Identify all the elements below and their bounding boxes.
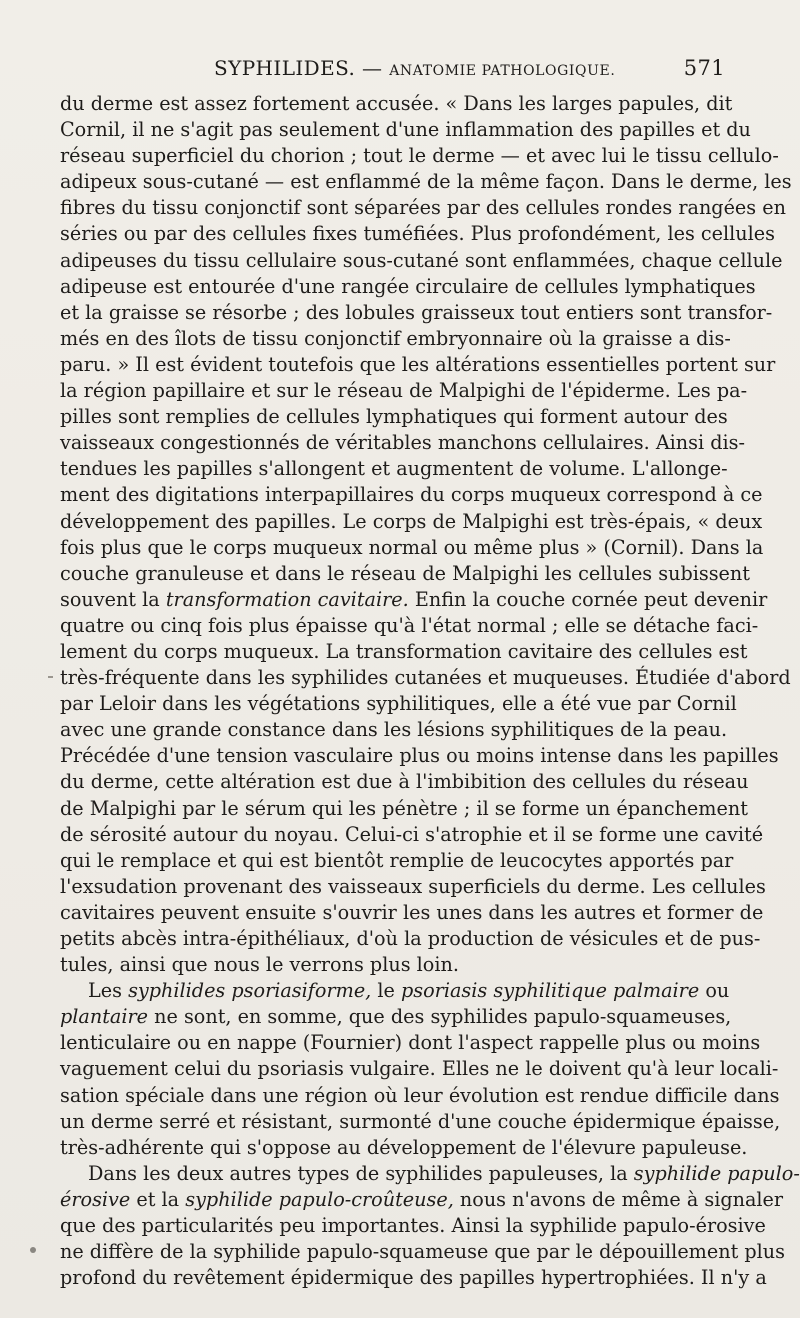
text-line: fois plus que le corps muqueux normal ou même plus » (Cornil). Dans la bbox=[60, 535, 764, 559]
text-line: lement du corps muqueux. La transformation cavitaire des cellules est bbox=[60, 639, 748, 663]
text-line bbox=[60, 587, 768, 613]
text-segment: Les bbox=[88, 979, 122, 1003]
header-title: SYPHILIDES. bbox=[214, 56, 356, 80]
text-segment: nous n'avons de même à signaler bbox=[459, 1187, 784, 1211]
text-line: très-fréquente dans les syphilides cutanées et muqueuses. Étudiée d'abord bbox=[60, 666, 791, 690]
paper-dot bbox=[30, 1247, 36, 1253]
text-segment: ou bbox=[705, 979, 730, 1003]
text-line: séries ou par des cellules fixes tuméfiées. Plus profondément, les cellules bbox=[60, 222, 775, 246]
page-number: 571 bbox=[683, 56, 725, 80]
text-line: l'exsudation provenant des vaisseaux superficiels du derme. Les cellules bbox=[60, 874, 766, 898]
italic-term: érosive bbox=[60, 1187, 131, 1211]
text-line: vaisseaux congestionnés de véritables manchons cellulaires. Ainsi dis- bbox=[60, 431, 745, 455]
italic-term: syphilide papulo-croûteuse, bbox=[185, 1187, 454, 1211]
running-header bbox=[60, 56, 725, 86]
text-segment: le bbox=[377, 979, 395, 1003]
text-line: adipeuse est entourée d'une rangée circulaire de cellules lymphatiques bbox=[60, 274, 756, 298]
text-line bbox=[60, 1161, 800, 1187]
text-line: lenticulaire ou en nappe (Fournier) dont l'aspect rappelle plus ou moins bbox=[60, 1031, 761, 1055]
text-line: par Leloir dans les végétations syphilitiques, elle a été vue par Cornil bbox=[60, 692, 737, 716]
italic-term: transformation cavitaire. bbox=[165, 587, 409, 611]
header-dash: — bbox=[362, 56, 383, 80]
text-line: cavitaires peuvent ensuite s'ouvrir les unes dans les autres et former de bbox=[60, 900, 764, 924]
text-segment: ne sont, en somme, que des syphilides papulo-squameuses, bbox=[154, 1005, 732, 1029]
text-line: vaguement celui du psoriasis vulgaire. Elles ne le doivent qu'à leur locali- bbox=[60, 1057, 779, 1081]
text-line: tendues les papilles s'allongent et augmentent de volume. L'allonge- bbox=[60, 457, 728, 481]
header-subtitle: ANATOMIE PATHOLOGIQUE. bbox=[389, 63, 616, 79]
text-line: la région papillaire et sur le réseau de Malpighi de l'épiderme. Les pa- bbox=[60, 379, 748, 403]
text-line: paru. » Il est évident toutefois que les altérations essentielles portent sur bbox=[60, 352, 776, 376]
text-line: petits abcès intra-épithéliaux, d'où la production de vésicules et de pus- bbox=[60, 927, 761, 950]
text-line: un derme serré et résistant, surmonté d'une couche épidermique épaisse, bbox=[60, 1109, 781, 1133]
text-line: quatre ou cinq fois plus épaisse qu'à l'état normal ; elle se détache faci- bbox=[60, 613, 759, 637]
text-line: du derme est assez fortement accusée. « Dans les larges papules, dit bbox=[60, 92, 733, 115]
text-line: très-adhérente qui s'oppose au développement de l'élevure papuleuse. bbox=[60, 1135, 748, 1159]
text-segment: Dans les deux autres types de syphilides papuleuses, la bbox=[88, 1161, 628, 1185]
italic-term: syphilide papulo- bbox=[633, 1161, 800, 1185]
text-line: couche granuleuse et dans le réseau de Malpighi les cellules subissent bbox=[60, 561, 750, 585]
text-line: réseau superficiel du chorion ; tout le derme — et avec lui le tissu cellulo- bbox=[60, 144, 779, 168]
text-line: et la graisse se résorbe ; des lobules graisseux tout entiers sont transfor- bbox=[60, 300, 773, 324]
text-line bbox=[60, 1004, 732, 1030]
text-line: avec une grande constance dans les lésions syphilitiques de la peau. bbox=[60, 718, 728, 742]
text-line: pilles sont remplies de cellules lymphatiques qui forment autour des bbox=[60, 405, 728, 429]
text-line bbox=[60, 978, 730, 1004]
text-line: sation spéciale dans une région où leur évolution est rendue difficile dans bbox=[60, 1083, 780, 1107]
text-line: tules, ainsi que nous le verrons plus loin. bbox=[60, 953, 459, 977]
italic-term: syphilides psoriasiforme, bbox=[128, 979, 372, 1003]
text-line: adipeuses du tissu cellulaire sous-cutané sont enflammées, chaque cellule bbox=[60, 248, 783, 272]
text-line: que des particularités peu importantes. Ainsi la syphilide papulo-érosive bbox=[60, 1214, 766, 1238]
text-line: fibres du tissu conjonctif sont séparées par des cellules rondes rangées en bbox=[60, 196, 786, 220]
text-segment: souvent la bbox=[60, 587, 160, 611]
text-line: profond du revêtement épidermique des papilles hypertrophiées. Il n'y a bbox=[60, 1266, 767, 1290]
text-line: ne diffère de la syphilide papulo-squameuse que par le dépouillement plus bbox=[60, 1240, 786, 1264]
italic-term: plantaire bbox=[60, 1005, 149, 1029]
italic-term: psoriasis syphilitique palmaire bbox=[401, 979, 700, 1003]
text-line: ment des digitations interpapillaires du corps muqueux correspond à ce bbox=[60, 483, 763, 507]
text-line: de Malpighi par le sérum qui les pénètre ; il se forme un épanchement bbox=[60, 796, 748, 820]
text-line: Précédée d'une tension vasculaire plus ou moins intense dans les papilles bbox=[60, 744, 779, 768]
text-line: adipeux sous-cutané — est enflammé de la même façon. Dans le derme, les bbox=[60, 170, 792, 194]
text-line: développement des papilles. Le corps de Malpighi est très-épais, « deux bbox=[60, 509, 763, 533]
text-segment: Enfin la couche cornée peut devenir bbox=[414, 587, 768, 611]
text-line: Cornil, il ne s'agit pas seulement d'une inflammation des papilles et du bbox=[60, 118, 751, 142]
text-segment: et la bbox=[136, 1187, 180, 1211]
body-text bbox=[60, 91, 800, 1291]
text-line: més en des îlots de tissu conjonctif embryonnaire où la graisse a dis- bbox=[60, 326, 731, 350]
text-line: du derme, cette altération est due à l'imbibition des cellules du réseau bbox=[60, 770, 749, 794]
running-head bbox=[214, 56, 615, 80]
text-line: qui le remplace et qui est bientôt remplie de leucocytes apportés par bbox=[60, 848, 734, 872]
paper-speck bbox=[48, 676, 53, 678]
text-line: de sérosité autour du noyau. Celui-ci s'atrophie et il se forme une cavité bbox=[60, 822, 764, 846]
text-line bbox=[60, 1187, 784, 1213]
